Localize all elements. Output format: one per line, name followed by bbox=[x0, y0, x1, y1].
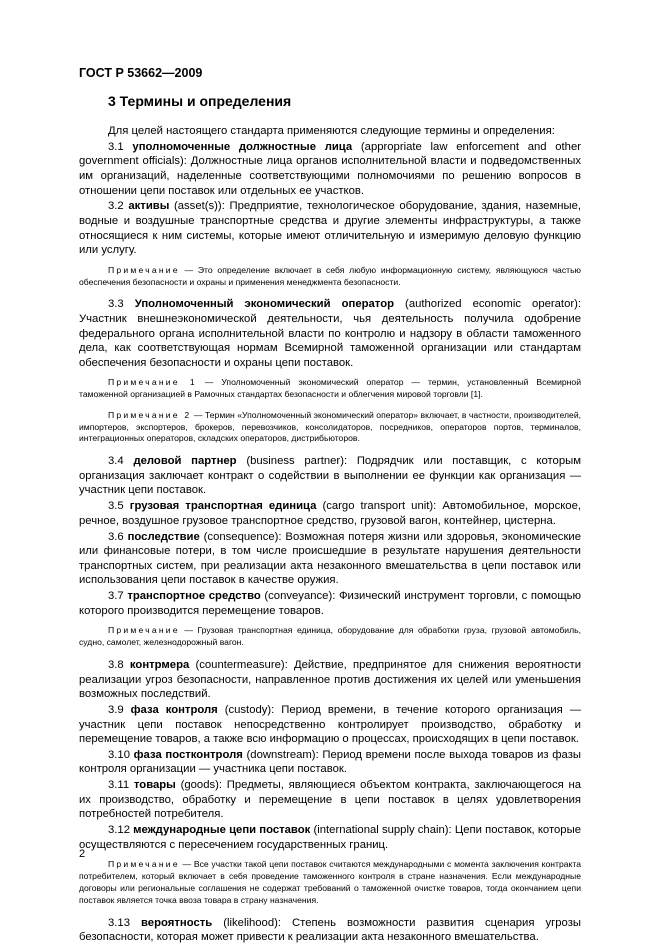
term-definition: (countermeasure): Действие, предпринятое для снижения вероятности реализации угроз безопасности, направленное против достижения их целей или уменьшения возможных последствий. bbox=[79, 658, 581, 701]
term-name: контрмера bbox=[129, 658, 190, 671]
term-name: транспортное средство bbox=[127, 590, 261, 603]
note-text: — Термин «Уполномоченный экономический оператор» включает, в частности, производителей, импортеров, экспортеров, брокеров, перевозчиков, консолидаторов, посредников, операторов портов, терминалов, интеграционных операторов, складских операторов, дистрибьюторов. bbox=[79, 409, 582, 444]
term-3-7 bbox=[79, 589, 581, 618]
term-3-2 bbox=[79, 199, 581, 257]
term-definition: (consequence): Возможная потеря жизни или здоровья, экономические или финансовые потери, в том числе происшедшие в результате нарушения деятельности транспортных систем, при реализации акта незаконного вмешательства в цепи поставок или использования цепи поставок в качестве оружия. bbox=[79, 530, 581, 587]
term-name: последствие bbox=[127, 530, 200, 543]
note-label: Примечание 1 bbox=[108, 377, 197, 388]
term-3-13 bbox=[79, 916, 581, 945]
term-definition: (business partner): Подрядчик или поставщик, с которым организация заключает контракт о содействии в выполнении ее функции как организация — участник цепи поставок. bbox=[79, 455, 582, 497]
term-3-12 bbox=[79, 823, 581, 852]
term-name: деловой партнер bbox=[133, 455, 237, 468]
note-label: Примечание bbox=[108, 264, 180, 275]
term-definition: (cargo transport unit): Автомобильное, морское, речное, воздушное грузовое транспортное средство, грузовой вагон, контейнер, цистерна. bbox=[79, 500, 581, 527]
term-name: уполномоченные должностные лица bbox=[132, 140, 353, 153]
note-3-3-1 bbox=[79, 377, 581, 401]
note-text: — Все участки такой цепи поставок считаются международными с момента заключения контракта потребителем, который включает в себя проведение таможенного контроля в стране назначения. Если международные договоры или региональные соглашения не содержат требований о таможенной очистке товаров, тогда окончанием цепи поставок является точка ввоза товара в страну назначения. bbox=[79, 859, 581, 905]
note-3-12 bbox=[79, 859, 581, 906]
term-definition: (authorized economic operator): Участник внешнеэкономической деятельности, чья деятельность получила одобрение федерального органа исполнительной власти по контролю и надзору в области таможенного дела, как соответствующая нормам Всемирной таможенной организации или стандартам обеспечения безопасности и охраны цепи поставок. bbox=[79, 298, 582, 369]
term-definition: (downstream): Период времени после выхода товаров из фазы контроля организации — участника цепи поставок. bbox=[79, 748, 581, 776]
term-3-8 bbox=[79, 658, 581, 702]
term-number: 3.13 bbox=[108, 916, 142, 929]
term-number: 3.10 bbox=[108, 748, 134, 761]
term-definition: (conveyance): Физический инструмент торговли, с помощью которого производится перемещение товаров. bbox=[79, 590, 581, 617]
term-definition: (asset(s)): Предприятие, технологическое оборудование, здания, наземные, водные и воздушные транспортные средства и другие элементы инфраструктуры, а также относящиеся к ним системы, которые имеют отличительную и измеримую деловую функцию или услугу. bbox=[79, 200, 582, 257]
term-definition: (appropriate law enforcement and other government officials): Должностные лица органов исполнительной власти и подведомственных им организаций, наделенные соответствующими полномочиями по решению вопросов в отношении цепи поставок или отдельных ее участков. bbox=[79, 140, 582, 197]
term-name: фаза постконтроля bbox=[133, 748, 243, 761]
term-number: 3.2 bbox=[108, 200, 129, 213]
term-name: Уполномоченный экономический оператор bbox=[134, 298, 394, 311]
page-number: 2 bbox=[79, 848, 86, 860]
term-definition: (goods): Предметы, являющиеся объектом контракта, заключающегося на их производство, обработку и перемещение в цепи поставок в целях удовлетворения потребностей потребителя. bbox=[79, 779, 581, 821]
term-number: 3.12 bbox=[108, 824, 134, 837]
term-number: 3.3 bbox=[108, 298, 135, 311]
term-number: 3.4 bbox=[108, 455, 134, 468]
note-label: Примечание 2 bbox=[108, 409, 192, 420]
term-3-9 bbox=[79, 703, 581, 747]
standard-id-header: ГОСТ Р 53662—2009 bbox=[79, 66, 203, 80]
term-number: 3.5 bbox=[108, 500, 130, 513]
note-text: — Это определение включает в себя любую информационную систему, являющуюся частью обеспечения безопасности и охраны и применения менеджмента безопасности. bbox=[79, 264, 581, 287]
intro-paragraph: Для целей настоящего стандарта применяются следующие термины и определения: bbox=[108, 125, 555, 137]
term-name: активы bbox=[128, 200, 170, 213]
note-label: Примечание bbox=[108, 625, 180, 636]
term-number: 3.1 bbox=[108, 140, 133, 153]
term-name: фаза контроля bbox=[130, 703, 218, 716]
term-number: 3.9 bbox=[108, 703, 131, 716]
note-3-3-2 bbox=[79, 410, 581, 445]
note-3-7 bbox=[79, 625, 581, 649]
note-3-2 bbox=[79, 265, 581, 289]
term-number: 3.6 bbox=[108, 530, 128, 543]
term-3-10 bbox=[79, 748, 581, 777]
term-number: 3.7 bbox=[108, 590, 128, 603]
note-text: — Грузовая транспортная единица, оборудование для обработки груза, грузовой автомобиль, судно, самолет, железнодорожный вагон. bbox=[79, 625, 581, 648]
term-definition: (likelihood): Степень возможности развития сценария угрозы безопасности, которая может привести к реализации акта незаконного вмешательства. bbox=[79, 916, 581, 944]
term-3-6 bbox=[79, 530, 581, 588]
term-name: товары bbox=[133, 779, 176, 792]
term-3-3 bbox=[79, 297, 581, 370]
note-label: Примечание bbox=[108, 859, 180, 870]
note-text: — Уполномоченный экономический оператор — термин, установленный Всемирной таможенной организацией в Рамочных стандартах безопасности и облегчения мировой торговли [1]. bbox=[79, 377, 582, 400]
term-definition: (custody): Период времени, в течение которого организация — участник цепи поставок непосредственно контролирует производство, обработку и перемещение товаров, а также всю информацию о процессах, происходящих в цепи поставок. bbox=[79, 703, 582, 746]
term-name: вероятность bbox=[141, 916, 213, 929]
term-definition: (international supply chain): Цепи поставок, которые осуществляются с пересечением государственных границ. bbox=[79, 824, 581, 851]
term-name: международные цепи поставок bbox=[133, 824, 311, 837]
term-number: 3.8 bbox=[108, 658, 130, 671]
term-3-1 bbox=[79, 140, 581, 198]
term-3-5 bbox=[79, 499, 581, 528]
term-number: 3.11 bbox=[108, 779, 134, 792]
section-title: 3 Термины и определения bbox=[108, 93, 292, 109]
term-name: грузовая транспортная единица bbox=[129, 500, 317, 513]
term-3-11 bbox=[79, 778, 581, 822]
term-3-4 bbox=[79, 454, 581, 498]
terms-content bbox=[79, 124, 581, 946]
